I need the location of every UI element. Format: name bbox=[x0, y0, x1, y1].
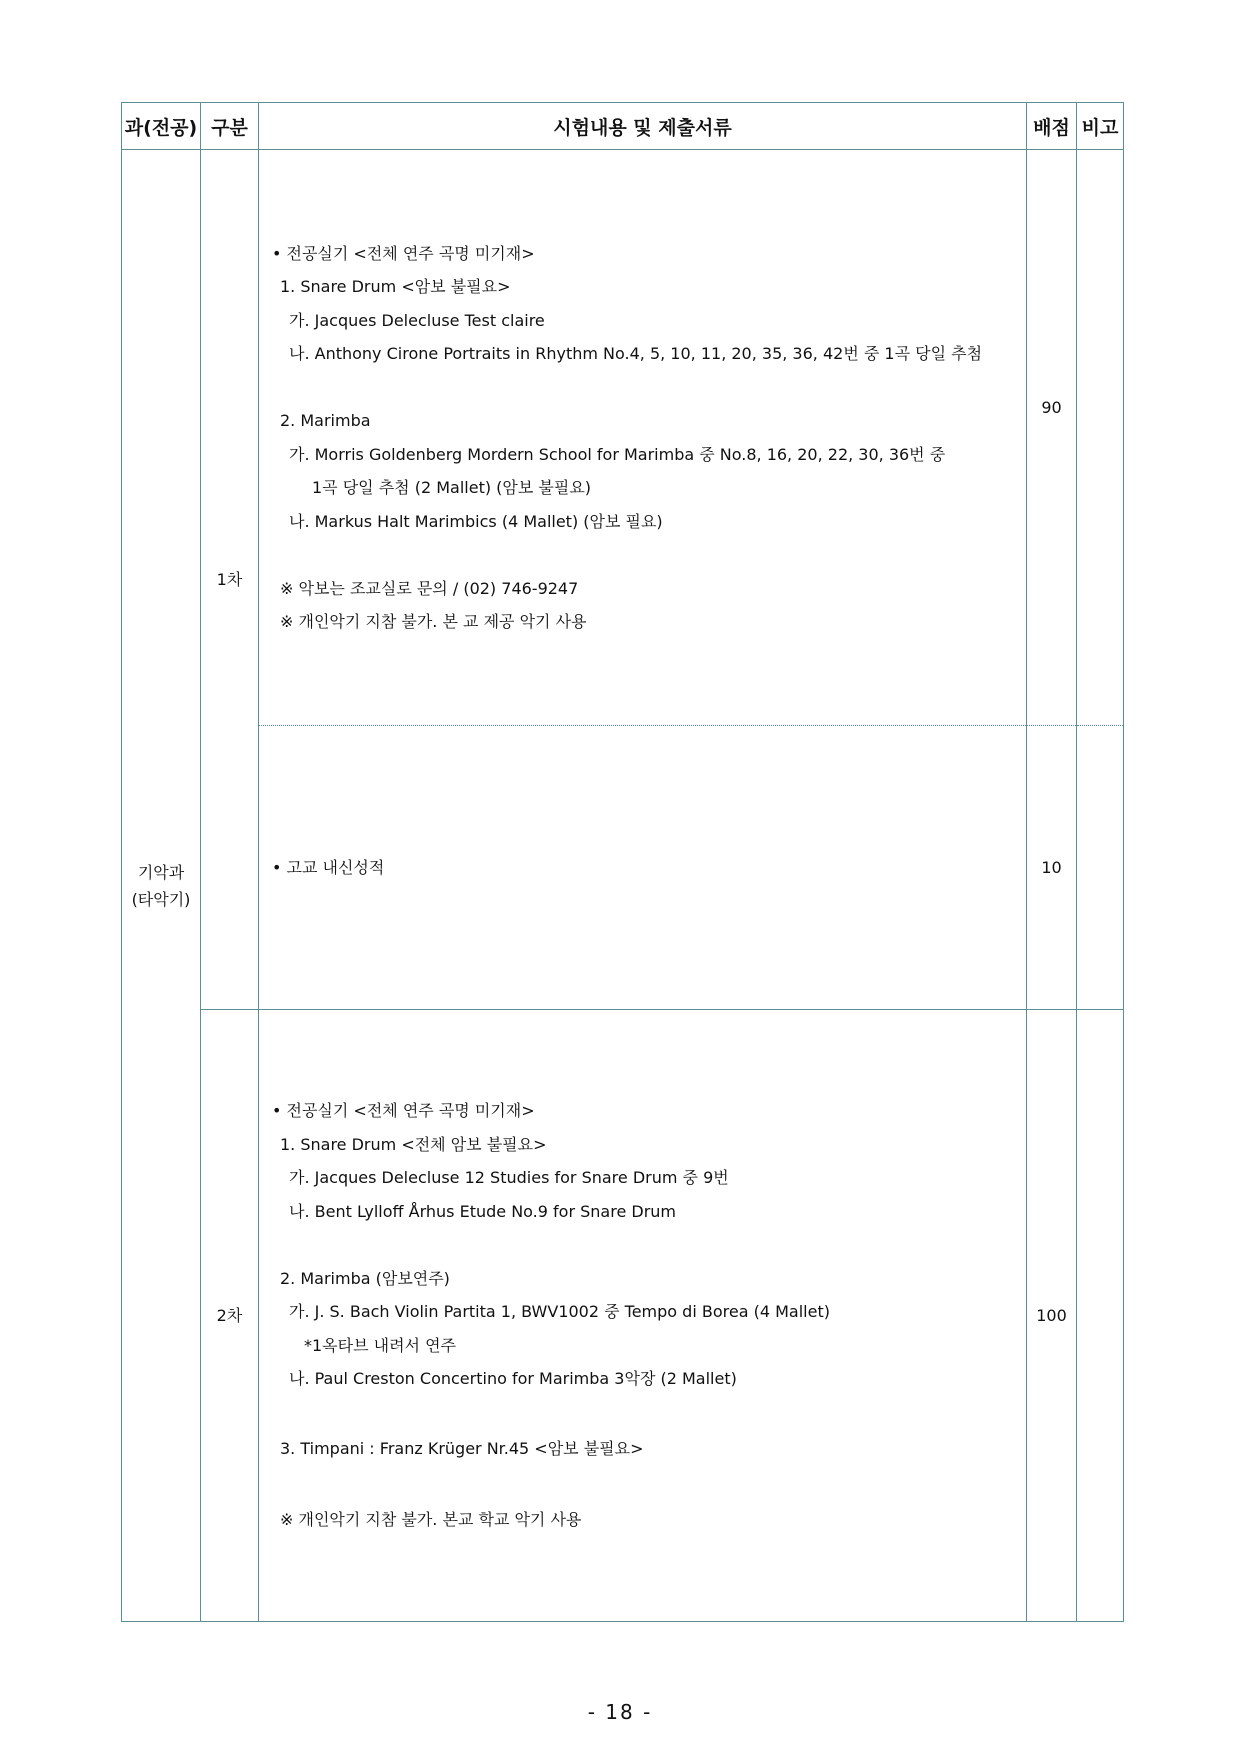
round1-grades-score: 10 bbox=[1027, 726, 1077, 1010]
round1-practical-content bbox=[259, 150, 1027, 726]
table-row bbox=[122, 1010, 1124, 1622]
round1-grades-content bbox=[259, 726, 1027, 1010]
header-dept: 과(전공) bbox=[122, 103, 201, 150]
list-item: 나. Bent Lylloff Århus Etude No.9 for Snare Drum bbox=[289, 1201, 677, 1221]
list-item: 나. Paul Creston Concertino for Marimba 3악장 (2 Mallet) bbox=[289, 1369, 737, 1389]
table-row bbox=[122, 150, 1124, 726]
header-round: 구분 bbox=[201, 103, 259, 150]
list-item: • 전공실기 <전체 연주 곡명 미기재> bbox=[272, 243, 535, 263]
list-item: 1. Snare Drum <전체 암보 불필요> bbox=[280, 1134, 547, 1154]
round1-practical-score: 90 bbox=[1027, 150, 1077, 726]
header-note: 비고 bbox=[1077, 103, 1124, 150]
note-item: ※ 악보는 조교실로 문의 / (02) 746-9247 bbox=[280, 578, 579, 598]
note-item: ※ 개인악기 지참 불가. 본 교 제공 악기 사용 bbox=[280, 612, 587, 631]
page-number: - 18 - bbox=[587, 1700, 653, 1724]
list-item: • 전공실기 <전체 연주 곡명 미기재> bbox=[272, 1101, 535, 1121]
exam-requirements-table bbox=[121, 102, 1124, 1622]
list-item: • 고교 내신성적 bbox=[272, 857, 385, 877]
list-item: 가. Jacques Delecluse Test claire bbox=[289, 310, 545, 330]
list-item: 2. Marimba bbox=[280, 411, 371, 430]
header-score: 배점 bbox=[1027, 103, 1077, 150]
table-row bbox=[122, 726, 1124, 1010]
list-item: *1옥타브 내려서 연주 bbox=[304, 1335, 456, 1355]
header-content: 시험내용 및 제출서류 bbox=[259, 103, 1027, 150]
list-item: 1. Snare Drum <암보 불필요> bbox=[280, 277, 511, 296]
table-header-row bbox=[122, 103, 1124, 150]
round1-grades-note bbox=[1077, 726, 1124, 1010]
list-item: 1곡 당일 추첨 (2 Mallet) (암보 불필요) bbox=[312, 478, 592, 497]
round2-score: 100 bbox=[1027, 1010, 1077, 1622]
round2-content bbox=[259, 1010, 1027, 1622]
list-item: 나. Markus Halt Marimbics (4 Mallet) (암보 필요) bbox=[289, 511, 663, 531]
dept-name: 기악과 bbox=[137, 862, 185, 882]
list-item: 2. Marimba (암보연주) bbox=[280, 1268, 450, 1288]
round2-label: 2차 bbox=[201, 1010, 259, 1622]
list-item: 나. Anthony Cirone Portraits in Rhythm No.4, 5, 10, 11, 20, 35, 36, 42번 중 1곡 당일 추첨 bbox=[289, 344, 983, 363]
round1-label: 1차 bbox=[201, 150, 259, 1010]
note-item: ※ 개인악기 지참 불가. 본교 학교 악기 사용 bbox=[280, 1510, 582, 1530]
round1-practical-note bbox=[1077, 150, 1124, 726]
list-item: 3. Timpani : Franz Krüger Nr.45 <암보 불필요> bbox=[280, 1438, 644, 1458]
list-item: 가. Morris Goldenberg Mordern School for Marimba 중 No.8, 16, 20, 22, 30, 36번 중 bbox=[289, 444, 946, 464]
dept-major: (타악기) bbox=[131, 889, 191, 909]
list-item: 가. Jacques Delecluse 12 Studies for Snare Drum 중 9번 bbox=[289, 1168, 729, 1188]
dept-cell bbox=[122, 150, 201, 1622]
list-item: 가. J. S. Bach Violin Partita 1, BWV1002 중 Tempo di Borea (4 Mallet) bbox=[289, 1302, 830, 1322]
round2-note bbox=[1077, 1010, 1124, 1622]
